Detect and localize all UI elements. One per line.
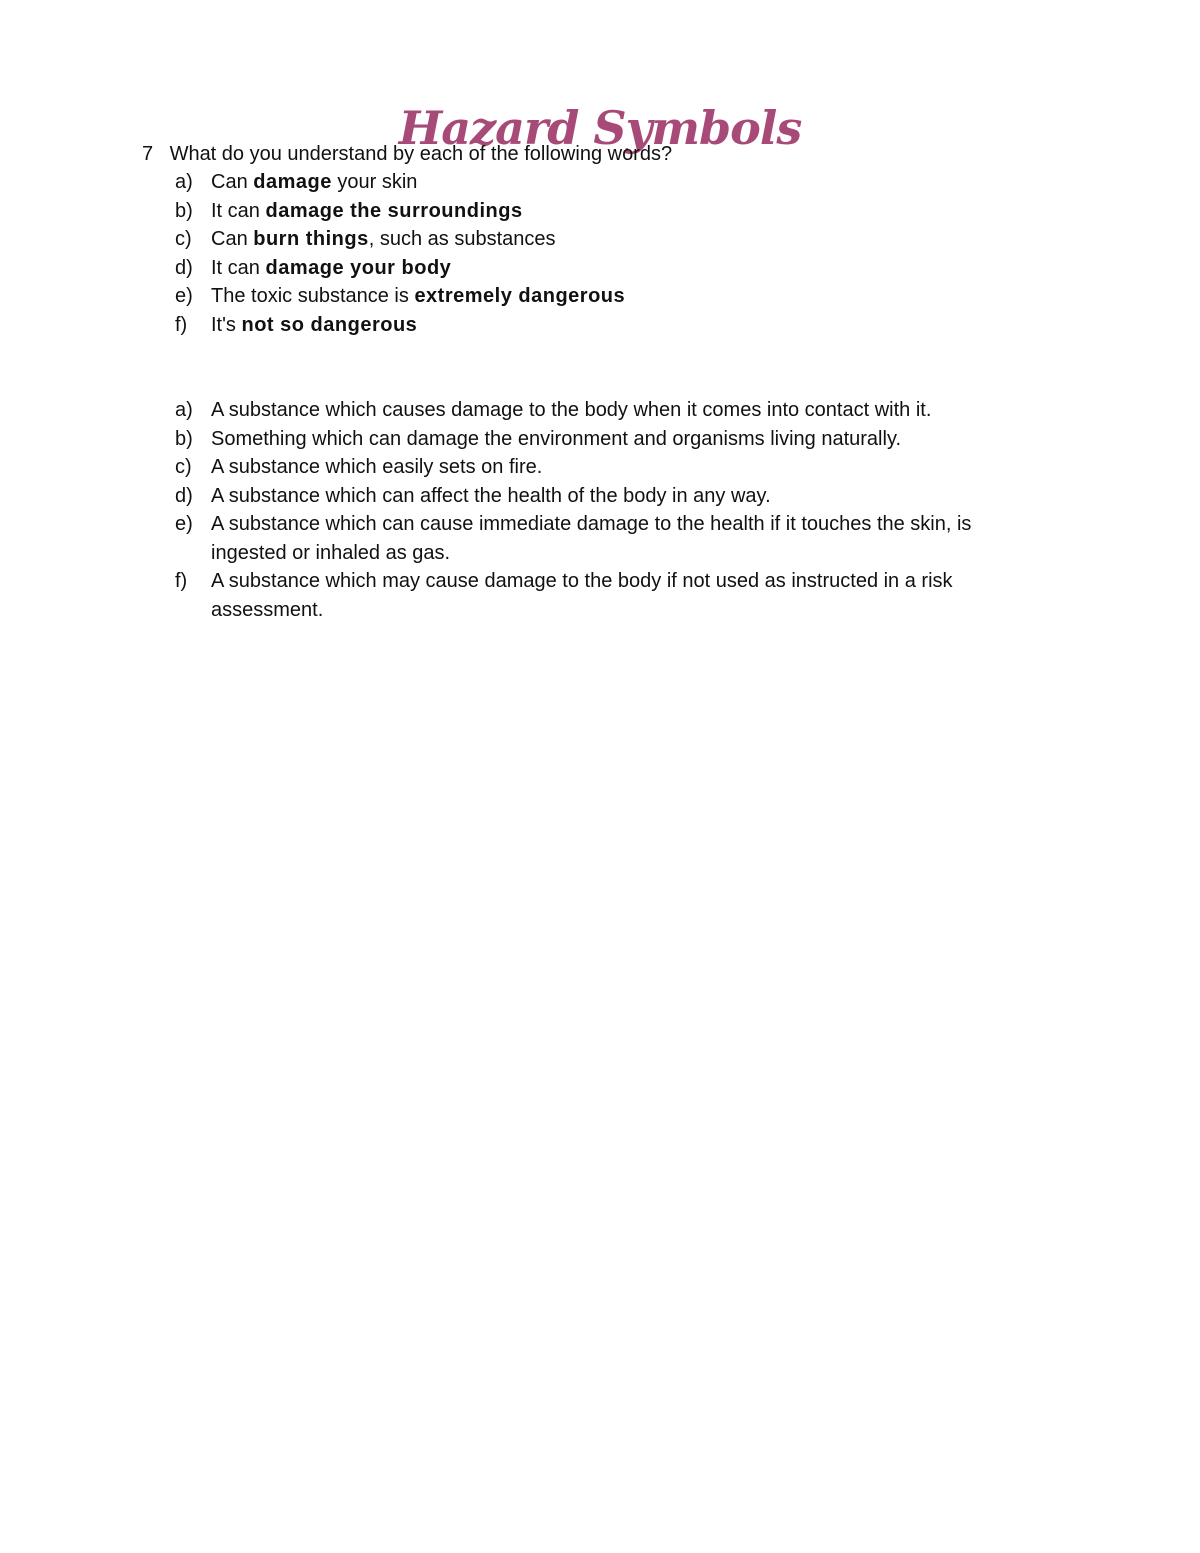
definition-list-item <box>0 510 1200 567</box>
text-segment: Can <box>211 171 254 193</box>
word-list-text <box>211 282 1051 311</box>
definition-list-item <box>0 425 1200 454</box>
question-text: What do you understand by each of the following words? <box>169 143 673 165</box>
question-number: 7 <box>142 143 154 165</box>
text-segment: Can <box>211 228 254 250</box>
list-marker: e) <box>175 285 193 307</box>
list-marker: b) <box>175 199 193 222</box>
key-phrase: extremely dangerous <box>414 285 626 307</box>
word-list-item <box>0 225 1200 254</box>
definition-text: A substance which easily sets on fire. <box>211 456 543 478</box>
word-list-item <box>0 168 1200 197</box>
definition-list-item <box>0 396 1200 425</box>
page-title: Hazard Symbols <box>398 100 802 155</box>
key-phrase: not so dangerous <box>241 313 418 336</box>
definition-list-item <box>0 567 1200 624</box>
key-phrase: burn things <box>253 228 369 250</box>
word-list-item <box>0 282 1200 311</box>
list-marker: c) <box>175 228 192 250</box>
list-marker: f) <box>175 313 188 336</box>
text-segment: , such as substances <box>368 228 556 250</box>
list-marker: a) <box>175 171 193 193</box>
word-list-item <box>0 311 1200 340</box>
word-list-item <box>0 197 1200 226</box>
text-segment: It can <box>211 256 266 279</box>
list-marker: d) <box>175 256 193 279</box>
definition-text: A substance which can cause immediate damage to the health if it touches the skin, is ingested or inhaled as gas. <box>211 513 972 564</box>
list-marker: d) <box>175 484 193 507</box>
text-segment: It's <box>211 313 242 336</box>
list-marker: c) <box>175 456 192 478</box>
list-marker: f) <box>175 570 188 592</box>
word-list-item <box>0 254 1200 283</box>
word-list-text <box>211 197 1051 226</box>
text-segment: It can <box>211 199 266 222</box>
definition-list <box>0 396 1200 624</box>
word-list-text <box>211 225 1051 254</box>
word-list-text <box>211 168 1051 197</box>
list-marker: a) <box>175 399 193 421</box>
key-phrase: damage the surroundings <box>265 199 523 222</box>
word-list-text <box>211 311 1051 340</box>
question-prompt <box>142 142 672 166</box>
definition-list-item <box>0 453 1200 482</box>
definition-list-item <box>0 482 1200 511</box>
key-phrase: damage <box>253 171 332 193</box>
definition-text: A substance which can affect the health of the body in any way. <box>211 484 771 507</box>
word-list <box>0 168 1200 339</box>
definition-text: A substance which may cause damage to the body if not used as instructed in a risk assessment. <box>211 570 953 621</box>
definition-text: A substance which causes damage to the body when it comes into contact with it. <box>211 399 932 421</box>
list-marker: e) <box>175 513 193 535</box>
text-segment: your skin <box>331 171 418 193</box>
word-list-text <box>211 254 1051 283</box>
text-segment: The toxic substance is <box>211 285 415 307</box>
list-marker: b) <box>175 427 193 450</box>
key-phrase: damage your body <box>265 256 452 279</box>
definition-text: Something which can damage the environment and organisms living naturally. <box>211 427 902 450</box>
